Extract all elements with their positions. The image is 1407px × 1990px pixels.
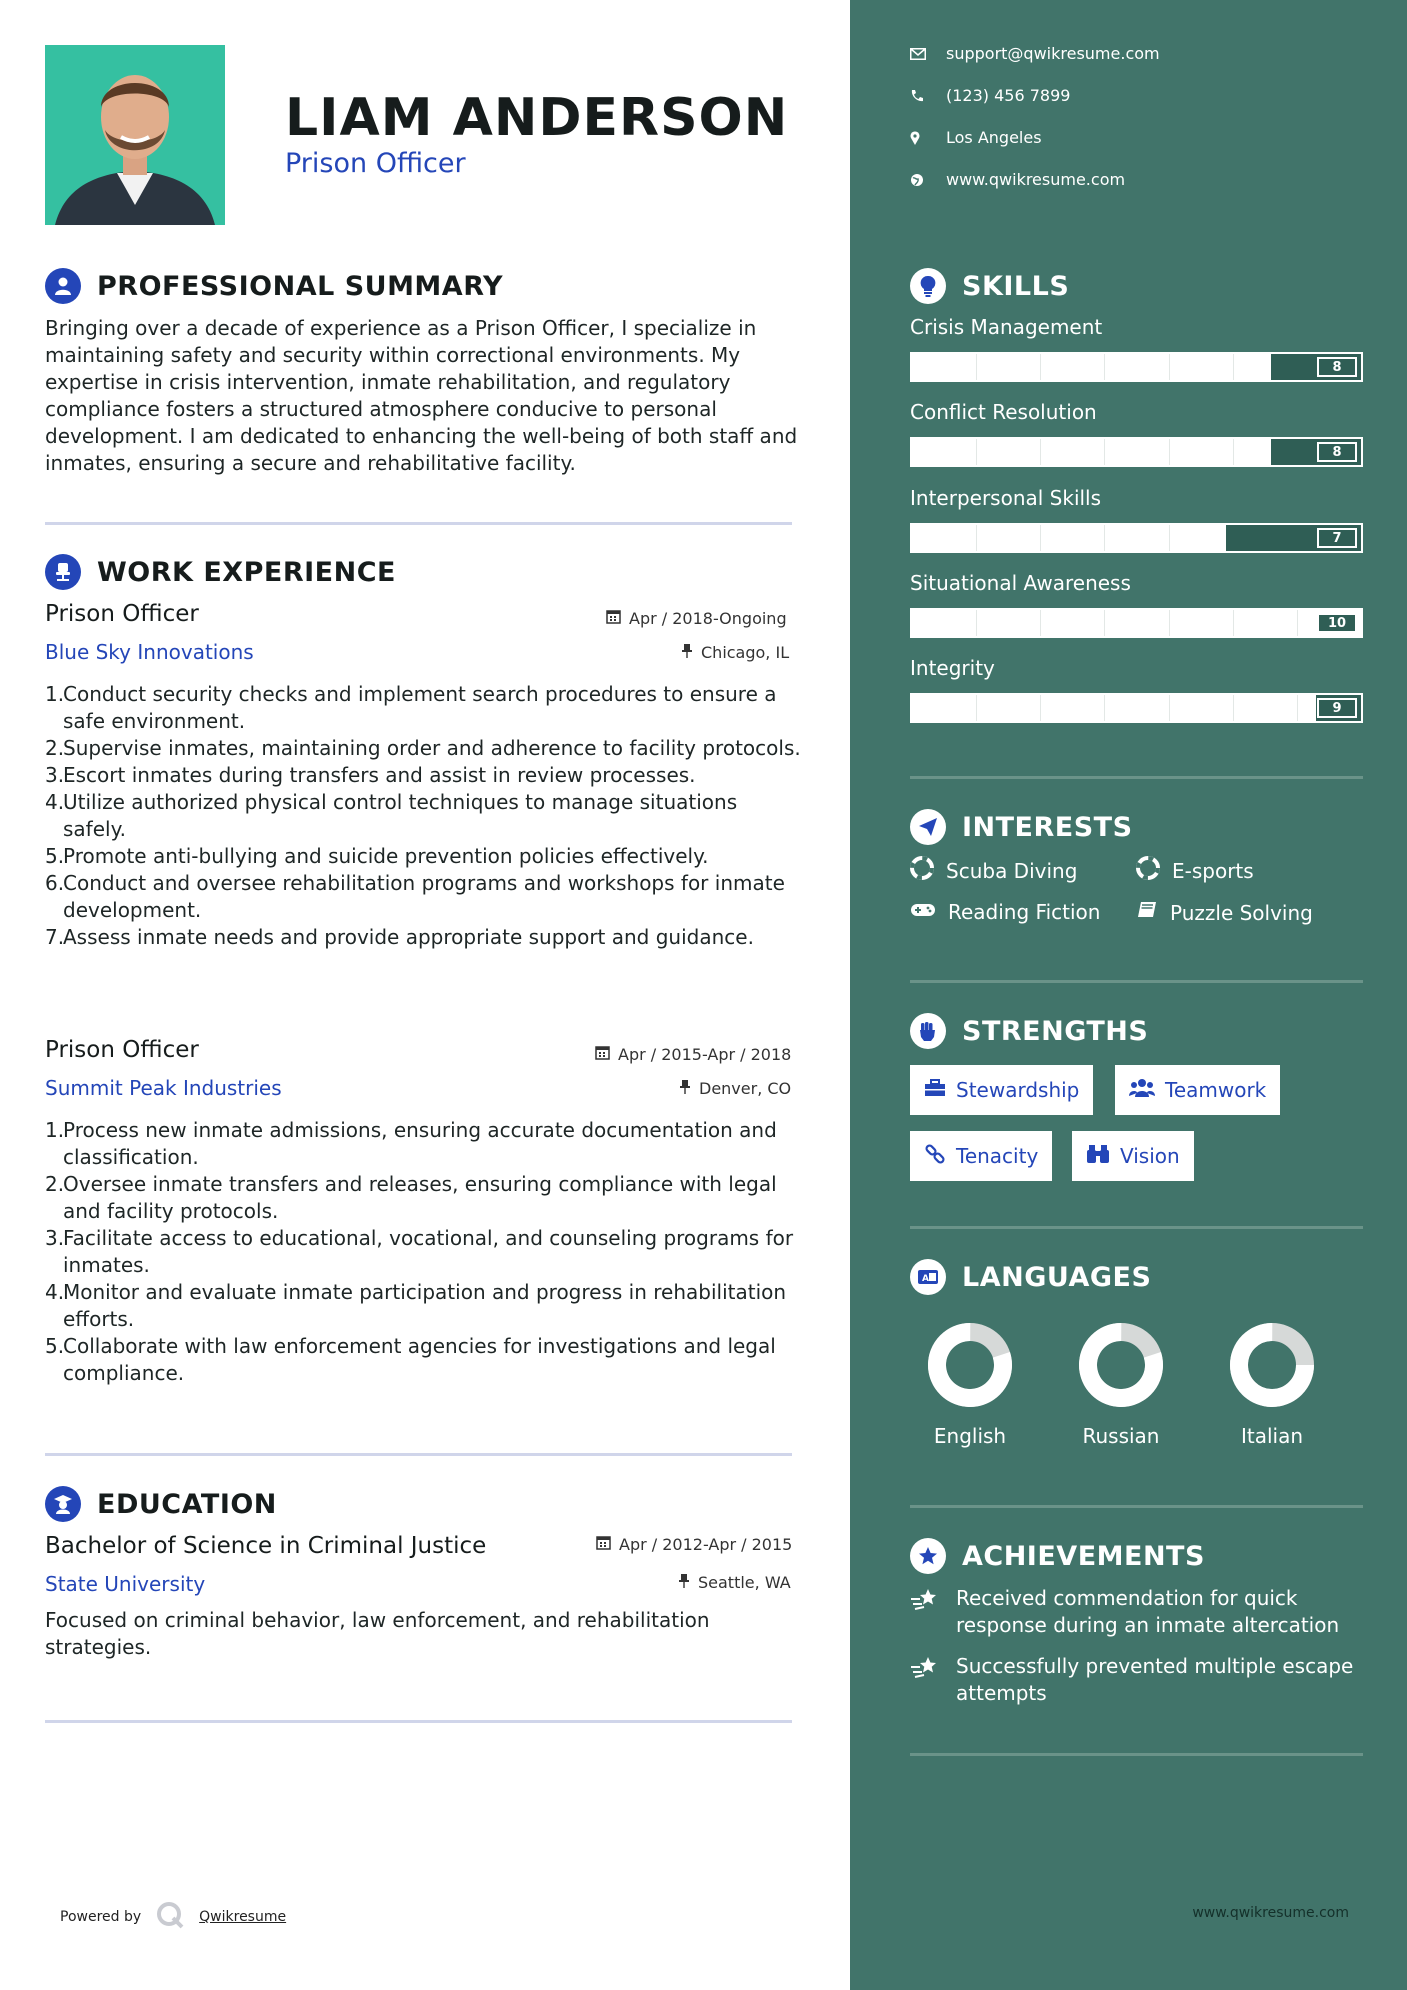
map-marker-icon: [910, 131, 946, 145]
skill-bar-tick: [1169, 610, 1170, 636]
list-item: 5. Promote anti-bullying and suicide prevention policies effectively.: [45, 844, 709, 868]
section-divider: [45, 1453, 792, 1456]
calendar-icon: [596, 1535, 611, 1554]
skill-bar-tick: [1169, 525, 1170, 551]
office-chair-icon: [45, 554, 81, 590]
skill-bar-fill: [912, 695, 1316, 721]
skill-label: Situational Awareness: [910, 571, 1131, 595]
section-divider: [45, 522, 792, 525]
summary-heading: [45, 268, 503, 304]
school-name: State University: [45, 1572, 206, 1596]
powered-by-text: Powered by: [60, 1909, 142, 1925]
list-item: 1. Conduct security checks and implement search procedures to ensure a safe environment.: [45, 682, 777, 733]
strength-chip: [910, 1131, 1052, 1181]
skill-label: Integrity: [910, 656, 995, 680]
strength-chip: [910, 1065, 1093, 1115]
language-item: [1212, 1322, 1332, 1448]
location-text: Los Angeles: [946, 128, 1042, 147]
job-date-text: Apr / 2015-Apr / 2018: [618, 1045, 792, 1064]
website-text: www.qwikresume.com: [946, 170, 1126, 189]
calendar-icon: [606, 609, 621, 628]
skill-score: 8: [1317, 442, 1357, 462]
link-icon: [924, 1143, 946, 1170]
language-icon: [910, 1259, 946, 1295]
skill-bar-tick: [1104, 439, 1105, 465]
interest-item: [910, 856, 1077, 885]
achievements-heading: [910, 1538, 1205, 1574]
skill-bar-fill: [912, 610, 1361, 636]
pin-icon: [679, 1079, 691, 1098]
contact-phone[interactable]: [910, 86, 1070, 105]
strength-label: Vision: [1120, 1144, 1180, 1168]
job-company: Summit Peak Industries: [45, 1076, 282, 1100]
experience-heading: [45, 554, 396, 590]
fist-icon: [910, 1013, 946, 1049]
job-company: Blue Sky Innovations: [45, 640, 254, 664]
paper-plane-icon: [910, 809, 946, 845]
calendar-icon: [595, 1045, 610, 1064]
skill-bar: [910, 608, 1363, 638]
skill-bar-tick: [1040, 354, 1041, 380]
skill-bar-tick: [1104, 610, 1105, 636]
binoculars-icon: [1086, 1144, 1110, 1169]
achievements-title: ACHIEVEMENTS: [962, 1540, 1205, 1572]
skill-bar-tick: [1104, 525, 1105, 551]
contact-location: [910, 128, 1042, 147]
strength-chip: [1072, 1131, 1194, 1181]
skills-heading: [910, 268, 1069, 304]
pin-icon: [681, 643, 693, 662]
skill-label: Conflict Resolution: [910, 400, 1097, 424]
star-badge-icon: [910, 1538, 946, 1574]
interest-label: Puzzle Solving: [1170, 900, 1313, 925]
achievement-item: [910, 1585, 1370, 1639]
skill-bar-tick: [1233, 695, 1234, 721]
education-location: [678, 1573, 791, 1592]
skill-bar-tick: [1233, 354, 1234, 380]
qwikresume-logo-icon: [155, 1900, 185, 1934]
section-divider: [910, 1226, 1363, 1229]
lifebuoy-icon: [1136, 856, 1160, 885]
language-level-ring: [1229, 1322, 1315, 1408]
envelope-icon: [910, 48, 946, 60]
list-item: 3. Facilitate access to educational, vocational, and counseling programs for inmates.: [45, 1226, 794, 1277]
education-date: [596, 1535, 792, 1554]
interests-title: INTERESTS: [962, 811, 1133, 843]
skill-bar-tick: [1169, 439, 1170, 465]
users-icon: [1129, 1078, 1155, 1103]
language-level-ring: [1078, 1322, 1164, 1408]
shooting-star-icon: [910, 1653, 956, 1707]
language-label: Russian: [1082, 1424, 1160, 1448]
language-item: [1061, 1322, 1181, 1448]
candidate-role: Prison Officer: [285, 148, 466, 179]
section-divider: [910, 1753, 1363, 1756]
languages-title: LANGUAGES: [962, 1261, 1152, 1293]
skill-bar: [910, 523, 1363, 553]
skill-bar-tick: [1104, 354, 1105, 380]
skill-bar-tick: [1297, 610, 1298, 636]
language-item: [910, 1322, 1030, 1448]
job-location: [681, 643, 789, 662]
job-location: [679, 1079, 791, 1098]
job-location-text: Chicago, IL: [701, 643, 790, 662]
achievement-item: [910, 1653, 1370, 1707]
skill-bar-tick: [1233, 439, 1234, 465]
gamepad-icon: [910, 900, 936, 924]
list-item: 2. Oversee inmate transfers and releases, ensuring compliance with legal and facility protocols.: [45, 1172, 777, 1223]
education-heading: [45, 1486, 277, 1522]
briefcase-icon: [924, 1078, 946, 1102]
shooting-star-icon: [910, 1585, 956, 1639]
list-item: 2. Supervise inmates, maintaining order and adherence to facility protocols.: [45, 736, 801, 760]
section-divider: [45, 1720, 792, 1723]
skill-bar-tick: [1169, 354, 1170, 380]
job-title: Prison Officer: [45, 601, 199, 627]
interest-item: [910, 900, 1100, 924]
qwikresume-link[interactable]: Qwikresume: [199, 1909, 287, 1925]
candidate-name: LIAM ANDERSON: [285, 88, 789, 148]
lightbulb-icon: [910, 268, 946, 304]
job-date-text: Apr / 2018-Ongoing: [629, 609, 787, 628]
summary-text: Bringing over a decade of experience as a Prison Officer, I specialize in maintaining safety and security within correctional environments. My expertise in crisis intervention, inmate rehabilitation, and regulatory compliance fosters a structured atmosphere conducive to personal development. I am dedicated to enhancing the well-being of both staff and inmates, ensuring a secure and rehabilitative facility.: [45, 316, 798, 475]
job-duties-list: [45, 1117, 805, 1387]
language-label: Italian: [1240, 1424, 1304, 1448]
skill-bar-tick: [1233, 610, 1234, 636]
strength-label: Stewardship: [956, 1078, 1080, 1102]
list-item: 4. Monitor and evaluate inmate participation and progress in rehabilitation efforts.: [45, 1280, 787, 1331]
lifebuoy-icon: [910, 856, 934, 885]
job-duties-list: [45, 681, 805, 951]
phone-icon: [910, 89, 946, 103]
achievement-text: Successfully prevented multiple escape attempts: [956, 1654, 1354, 1705]
list-item: 5. Collaborate with law enforcement agencies for investigations and legal compliance.: [45, 1334, 776, 1385]
strength-chip: [1115, 1065, 1280, 1115]
skill-bar-tick: [976, 610, 977, 636]
skill-bar-tick: [1040, 695, 1041, 721]
skill-bar-tick: [1297, 695, 1298, 721]
strength-label: Tenacity: [956, 1144, 1039, 1168]
job-date: [595, 1045, 791, 1064]
contact-email[interactable]: [910, 44, 1160, 63]
interests-heading: [910, 809, 1133, 845]
education-title: EDUCATION: [97, 1488, 277, 1520]
language-label: English: [933, 1424, 1007, 1448]
skill-bar-tick: [1040, 610, 1041, 636]
strengths-title: STRENGTHS: [962, 1015, 1149, 1047]
section-divider: [910, 776, 1363, 779]
skills-title: SKILLS: [962, 270, 1070, 302]
skill-bar-fill: [912, 354, 1271, 380]
footer-website[interactable]: www.qwikresume.com: [1192, 1905, 1349, 1921]
degree-title: Bachelor of Science in Criminal Justice: [45, 1533, 487, 1559]
skill-bar-tick: [1040, 525, 1041, 551]
skill-score: 8: [1317, 357, 1357, 377]
skill-score: 7: [1317, 528, 1357, 548]
interest-label: Scuba Diving: [946, 858, 1078, 883]
education-location-text: Seattle, WA: [698, 1573, 791, 1592]
list-item: 1. Process new inmate admissions, ensuring accurate documentation and classification.: [45, 1118, 777, 1169]
job-location-text: Denver, CO: [699, 1079, 792, 1098]
skill-bar-tick: [976, 695, 977, 721]
skill-bar-tick: [1104, 695, 1105, 721]
skill-bar-tick: [976, 354, 977, 380]
book-icon: [1136, 900, 1158, 925]
education-description: Focused on criminal behavior, law enforcement, and rehabilitation strategies.: [45, 1608, 710, 1659]
skill-bar-tick: [1169, 695, 1170, 721]
list-item: 3. Escort inmates during transfers and assist in review processes.: [45, 763, 696, 787]
profile-photo: [45, 45, 225, 225]
section-divider: [910, 980, 1363, 983]
languages-heading: [910, 1259, 1151, 1295]
skill-bar: [910, 693, 1363, 723]
footer-powered-by: [60, 1900, 286, 1934]
skill-score: 10: [1317, 613, 1357, 633]
globe-icon: [910, 173, 946, 187]
achievement-text: Received commendation for quick response during an inmate altercation: [956, 1586, 1340, 1637]
email-text: support@qwikresume.com: [946, 44, 1160, 63]
section-divider: [910, 1505, 1363, 1508]
interest-item: [1136, 900, 1313, 925]
svg-text:A: A: [922, 1274, 929, 1284]
strength-label: Teamwork: [1165, 1078, 1267, 1102]
job-date: [606, 609, 787, 628]
language-level-ring: [927, 1322, 1013, 1408]
interest-label: E-sports: [1172, 858, 1254, 883]
graduate-icon: [45, 1486, 81, 1522]
skill-bar-tick: [976, 525, 977, 551]
user-icon: [45, 268, 81, 304]
skill-bar-tick: [976, 439, 977, 465]
skill-bar-fill: [912, 525, 1226, 551]
interest-item: [1136, 856, 1254, 885]
skill-bar-fill: [912, 439, 1271, 465]
contact-website[interactable]: [910, 170, 1125, 189]
skill-bar: [910, 352, 1363, 382]
education-date-text: Apr / 2012-Apr / 2015: [619, 1535, 793, 1554]
summary-title: PROFESSIONAL SUMMARY: [97, 270, 504, 302]
list-item: 7. Assess inmate needs and provide appropriate support and guidance.: [45, 925, 754, 949]
list-item: 6. Conduct and oversee rehabilitation programs and workshops for inmate development.: [45, 871, 785, 922]
strengths-heading: [910, 1013, 1148, 1049]
skill-bar-tick: [1040, 439, 1041, 465]
skill-score: 9: [1317, 698, 1357, 718]
pin-icon: [678, 1573, 690, 1592]
skill-label: Crisis Management: [910, 315, 1103, 339]
list-item: 4. Utilize authorized physical control techniques to manage situations safely.: [45, 790, 738, 841]
experience-title: WORK EXPERIENCE: [97, 556, 396, 588]
skill-bar: [910, 437, 1363, 467]
phone-text: (123) 456 7899: [946, 86, 1071, 105]
job-title: Prison Officer: [45, 1037, 199, 1063]
interest-label: Reading Fiction: [948, 900, 1101, 924]
skill-label: Interpersonal Skills: [910, 486, 1102, 510]
